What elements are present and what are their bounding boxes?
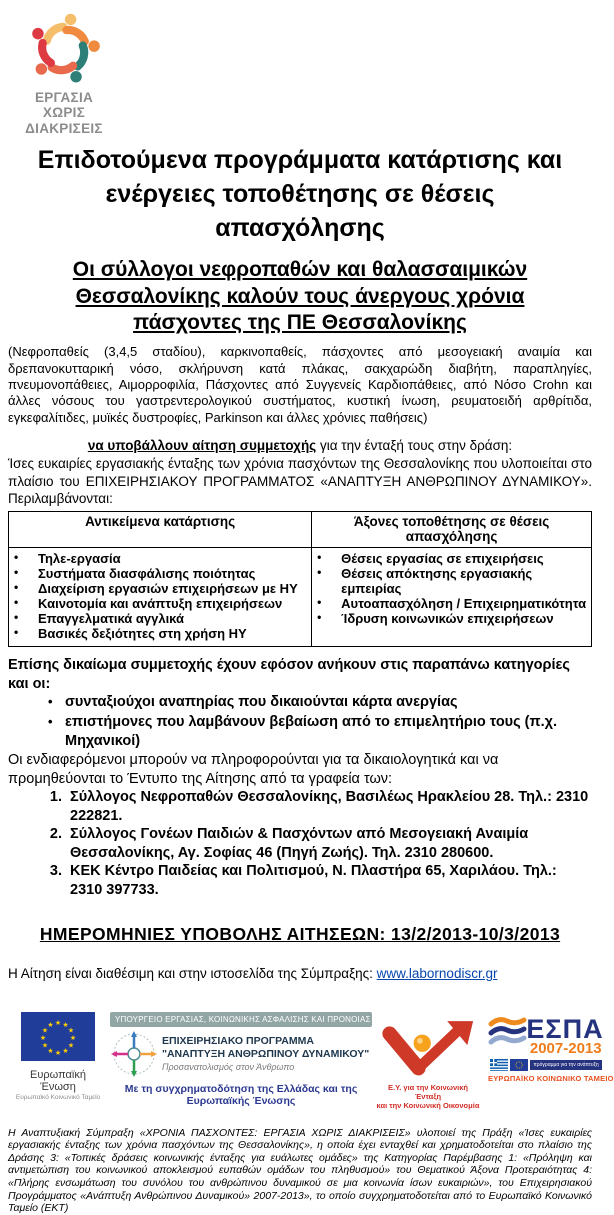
office-item: 3. ΚΕΚ Κέντρο Παιδείας και Πολιτισμού, Ν. Πλαστήρα 65, Χαριλάου. Τηλ.: 2310 397733. bbox=[66, 862, 592, 899]
training-cell bbox=[9, 547, 312, 646]
partnership-logo bbox=[8, 8, 120, 136]
op-title-line2: "ΑΝΑΠΤΥΞΗ ΑΝΘΡΩΠΙΝΟΥ ΔΥΝΑΜΙΚΟΥ" bbox=[162, 1048, 370, 1061]
eu-fund-label: Ευρωπαϊκό Κοινωνικό Ταμείο bbox=[15, 1093, 101, 1101]
list-item: • Συστήματα διασφάλισης ποιότητας bbox=[11, 566, 309, 581]
svg-text:★: ★ bbox=[39, 1033, 47, 1042]
cofinance-line: Με τη συγχρηματοδότηση της Ελλάδας και της Ευρωπαϊκής Ένωσης bbox=[124, 1082, 358, 1107]
eligibility-intro: Επίσης δικαίωμα συμμετοχής έχουν εφόσον ανήκουν στις παραπάνω κατηγορίες και οι: bbox=[8, 656, 570, 692]
placement-list bbox=[314, 551, 589, 626]
website-line bbox=[8, 966, 592, 981]
list-item: • Καινοτομία και ανάπτυξη επιχειρήσεων bbox=[11, 596, 309, 611]
svg-text:★: ★ bbox=[41, 1041, 49, 1050]
footer-logos bbox=[8, 1012, 614, 1111]
list-item: • Επαγγελματικά αγγλικά bbox=[11, 611, 309, 626]
call-line-rest: για την ένταξή τους στην δράση: bbox=[316, 438, 513, 453]
svg-text:★: ★ bbox=[69, 1033, 77, 1042]
svg-text:★: ★ bbox=[54, 1048, 62, 1057]
logo-text bbox=[8, 90, 120, 136]
eu-label: Ευρωπαϊκή Ένωση bbox=[30, 1068, 86, 1093]
training-list bbox=[11, 551, 309, 641]
training-placement-table bbox=[8, 511, 592, 647]
op-title-line1: ΕΠΙΧΕΙΡΗΣΙΑΚΟ ΠΡΟΓΡΑΜΜΑ bbox=[162, 1035, 314, 1048]
logo-text-line1: ΕΡΓΑΣΙΑ bbox=[34, 90, 94, 105]
eu-flag-block bbox=[12, 1012, 104, 1101]
ey-logo-block bbox=[374, 1020, 482, 1111]
placement-cell bbox=[312, 547, 592, 646]
logo-text-line2: ΧΩΡΙΣ bbox=[42, 105, 86, 121]
list-item: • Διαχείριση εργασιών επιχειρήσεων με ΗΥ bbox=[11, 581, 309, 596]
espa-logo-block bbox=[488, 1013, 614, 1083]
espa-name: ΕΣΠΑ bbox=[526, 1013, 604, 1044]
deadline-heading: ΗΜΕΡΟΜΗΝΙΕΣ ΥΠΟΒΟΛΗΣ ΑΙΤΗΣΕΩΝ: 13/2/2013-10/3/2013 bbox=[39, 923, 561, 944]
page-subtitle: Οι σύλλογοι νεφροπαθών και θαλασσαιμικών Θεσσαλονίκης καλούν τους άνεργους χρόνια πάσχοντες της ΠΕ Θεσσαλονίκης bbox=[72, 258, 528, 334]
espa-fund-label: ΕΥΡΩΠΑΪΚΟ ΚΟΙΝΩΝΙΚΟ ΤΑΜΕΙΟ bbox=[488, 1073, 614, 1083]
check-arrow-icon bbox=[380, 1020, 476, 1078]
espa-tagline: πρόγραμμα για την ανάπτυξη bbox=[530, 1060, 601, 1070]
table-header-training: Αντικείμενα κατάρτισης bbox=[9, 511, 312, 547]
compass-icon bbox=[110, 1030, 158, 1078]
offices-list bbox=[8, 788, 592, 899]
action-paragraph: Ίσες ευκαιρίες εργασιακής ένταξης των χρόνια πασχόντων της Θεσσαλονίκης που υλοποιείται στο πλαίσιο του ΕΠΙΧΕΙΡΗΣΙΑΚΟΥ ΠΡΟΓΡΑΜΜΑΤΟΣ «ΑΝΑΠΤΥΞΗ ΑΝΘΡΩΠΙΝΟΥ ΔΥΝΑΜΙΚΟΥ». Περιλαμβάνονται: bbox=[8, 456, 592, 507]
people-circle-icon bbox=[21, 8, 107, 90]
list-item: • Ίδρυση κοινωνικών επιχειρήσεων bbox=[314, 611, 589, 626]
list-item: • επιστήμονες που λαμβάνουν βεβαίωση από το επιμελητήριο τους (π.χ. Μηχανικοί) bbox=[8, 713, 592, 752]
list-item: • συνταξιούχοι αναπηρίας που δικαιούνται κάρτα ανεργίας bbox=[8, 693, 592, 712]
website-line-text: Η Αίτηση είναι διαθέσιμη και στην ιστοσελίδα της Σύμπραξης: bbox=[8, 965, 377, 981]
svg-text:★: ★ bbox=[62, 1046, 69, 1055]
eligibility-list bbox=[8, 693, 592, 751]
call-line bbox=[8, 438, 592, 453]
ministry-block bbox=[110, 1012, 372, 1107]
svg-text:★: ★ bbox=[47, 1020, 54, 1029]
legal-paragraph: Η Αναπτυξιακή Σύμπραξη «ΧΡΟΝΙΑ ΠΑΣΧΟΝΤΕΣ: ΕΡΓΑΣΙΑ ΧΩΡΙΣ ΔΙΑΚΡΙΣΕΙΣ» υλοποιεί της Πράξη «Ίσες ευκαιρίες εργασιακής ένταξης των χρόνια πασχόντων της Θεσσαλονίκης», η οποία έχει ενταχθεί και χρηματοδοτείται στο πλαίσιο της Δράσης 3: «Τοπικές δράσεις κοινωνικής ένταξης για ευάλωτες ομάδες» της Κατηγορίας Παρέμβασης 1: «Πρόληψη και αντιμετώπιση του κοινωνικού αποκλεισμού ευπαθών ομάδων του πληθυσμού» του Θεματικού Άξονα Προτεραιότητας 4: «Πλήρης ενσωμάτωση του συνόλου του ανθρώπινου δυναμικού σε μια κοινωνία ίσων ευκαιριών», του Επιχειρησιακού Προγράμματος «Ανάπτυξη Ανθρώπινου Δυναμικού» 2007-2013», το οποίο συγχρηματοδοτείται από το Ευρωπαϊκό Κοινωνικό Ταμείο (ΕΚΤ) bbox=[8, 1126, 592, 1215]
svg-text:★: ★ bbox=[41, 1026, 49, 1035]
list-item: • Τηλε-εργασία bbox=[11, 551, 309, 566]
table-header-placement: Άξονες τοποθέτησης σε θέσεις απασχόλησης bbox=[312, 511, 592, 547]
svg-text:★: ★ bbox=[67, 1041, 75, 1050]
svg-text:★: ★ bbox=[67, 1026, 75, 1035]
list-item: • Θέσεις απόκτησης εργασιακής εμπειρίας bbox=[314, 566, 589, 596]
office-item: 1. Σύλλογος Νεφροπαθών Θεσσαλονίκης, Βασιλέως Ηρακλείου 28. Τηλ.: 2310 222821. bbox=[66, 788, 592, 825]
call-line-emphasis: να υποβάλλουν αίτηση συμμετοχής bbox=[87, 438, 317, 453]
info-paragraph: Οι ενδιαφερόμενοι μπορούν να πληροφορούνται για τα δικαιολογητικά και να προμηθεύονται το Έντυπο της Αίτησης από τα γραφεία των: bbox=[8, 752, 499, 787]
ey-label-line2: και την Κοινωνική Οικονομία bbox=[376, 1101, 480, 1111]
eu-mini-flag-icon bbox=[510, 1059, 528, 1071]
list-item: • Βασικές δεξιότητες στη χρήση ΗΥ bbox=[11, 626, 309, 641]
page-title: Επιδοτούμενα προγράμματα κατάρτισης και ενέργειες τοποθέτησης σε θέσεις απασχόλησης bbox=[37, 146, 563, 242]
greek-flag-icon bbox=[490, 1059, 508, 1071]
svg-text:★: ★ bbox=[47, 1046, 54, 1055]
espa-waves-icon bbox=[488, 1016, 526, 1048]
website-link[interactable]: www.labornodiscr.gr bbox=[376, 965, 498, 981]
espa-years: 2007-2013 bbox=[529, 1039, 602, 1057]
list-item: • Θέσεις εργασίας σε επιχειρήσεις bbox=[314, 551, 589, 566]
conditions-paragraph: (Νεφροπαθείς (3,4,5 σταδίου), καρκινοπαθείς, πάσχοντες από μεσογειακή αναιμία και δρεπανοκυτταρική νόσο, σκλήρυνση κατά πλάκας, σακχαρώδη διαβήτη, παραπληγίες, πνευμονοπάθειες, Αιμορροφιλία, Πάσχοντες από Συγγενείς Καρδιοπάθειες, από Νόσο Crohn και άλλες νόσους του γαστρεντερολογικού συστήματος, κυστική ίνωση, ρευματοειδή αρθρίτιδα, εγκεφαλίτιδες, μυϊκές δυστροφίες, Parkinson και άλλες χρόνιες παθήσεις) bbox=[8, 344, 592, 425]
ministry-banner: ΥΠΟΥΡΓΕΙΟ ΕΡΓΑΣΙΑΣ, ΚΟΙΝΩΝΙΚΗΣ ΑΣΦΑΛΙΣΗΣ ΚΑΙ ΠΡΟΝΟΙΑΣ bbox=[110, 1012, 372, 1027]
logo-text-line3: ΔΙΑΚΡΙΣΕΙΣ bbox=[25, 120, 103, 136]
svg-text:★: ★ bbox=[62, 1020, 69, 1029]
ey-label-line1: Ε.Υ. για την Κοινωνική Ένταξη bbox=[388, 1082, 468, 1101]
list-item: • Αυτοαπασχόληση / Επιχειρηματικότητα bbox=[314, 596, 589, 611]
eu-flag-icon bbox=[21, 1012, 95, 1061]
office-item: 2. Σύλλογος Γονέων Παιδιών & Πασχόντων από Μεσογειακή Αναιμία Θεσσαλονίκης, Αγ. Σοφίας 46 (Πηγή Ζωής). Τηλ. 2310 280600. bbox=[66, 825, 592, 862]
svg-text:★: ★ bbox=[54, 1018, 62, 1027]
op-subtitle: Προσανατολισμός στον Άνθρωπο bbox=[162, 1061, 295, 1072]
